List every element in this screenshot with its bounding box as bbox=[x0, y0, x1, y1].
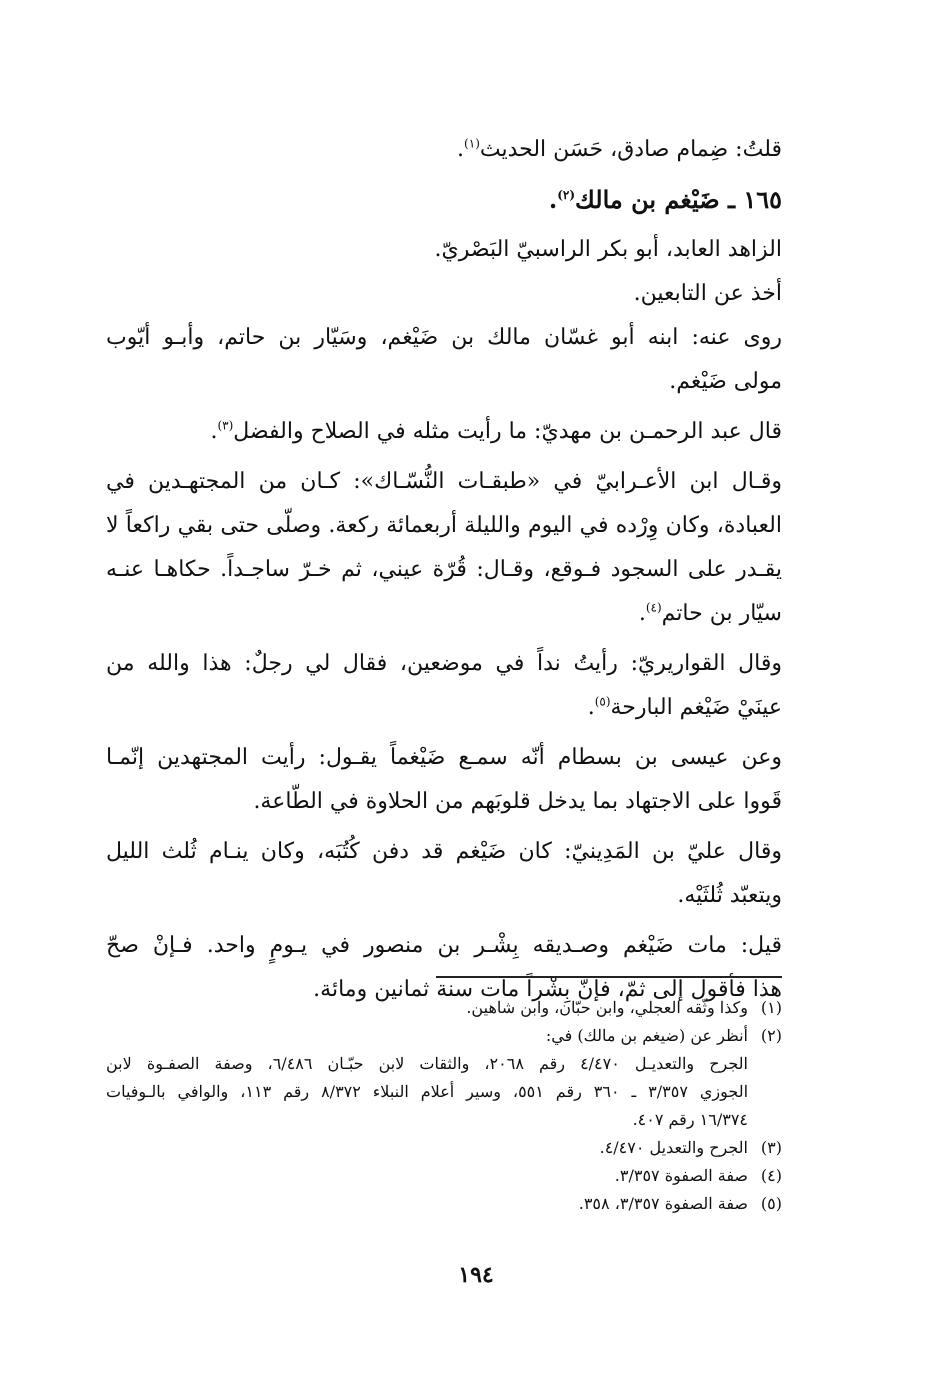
footnote-number: (١) bbox=[760, 998, 782, 1017]
text-line: سيّار بن حاتم$^{(٤)}$. bbox=[638, 600, 782, 626]
footnote-2-line: الجوزي ٣/٣٥٧ ـ ٣٦٠ رقم ٥٥١، وسير أعلام النبلاء ٨/٣٧٢ رقم ١١٣، والوافي بالـوفيات bbox=[106, 1082, 749, 1101]
text-line: أخذ عن التابعين. bbox=[633, 281, 782, 306]
text-line: يقـدر على السجود فـوقع، وقـال: قُرّة عيني، ثم خـرّ ساجـداً. حكاهـا عنـه bbox=[106, 557, 782, 582]
footnote-marker[interactable]: (١) bbox=[464, 136, 480, 151]
entry-heading: ١٦٥ ـ ضَيْغم بن مالك$^{(٢)}$. bbox=[548, 185, 782, 214]
footnote-marker[interactable]: (٥) bbox=[594, 694, 611, 709]
footnote-2: (٢)أنظر عن (ضيغم بن مالك) في: bbox=[106, 1022, 782, 1050]
text-line: وقال القواريريّ: رأيتُ نداً في موضعين، فقال لي رجلٌ: هذا والله من bbox=[106, 651, 782, 676]
footnote-divider bbox=[436, 976, 782, 978]
main-text bbox=[106, 128, 782, 1012]
footnote-2-line: الجرح والتعديـل ٤/٤٧٠ رقم ٢٠٦٨، والثقات لابن حبّـان ٦/٤٨٦، وصفة الصفـوة لابن bbox=[106, 1054, 748, 1073]
text-line: قلتُ: ضِمام صادق، حَسَن الحديث$^{(١)}$. bbox=[457, 136, 782, 162]
text-line: العبادة، وكان وِرْده في اليوم والليلة أربعمائة ركعة. وصلّى حتى بقي راكعاً لا bbox=[106, 513, 782, 538]
footnote-number: (٥) bbox=[760, 1194, 782, 1213]
text-line: عينَيْ ضَيْغم البارحة$^{(٥)}$. bbox=[587, 694, 782, 720]
footnote-number: (٢) bbox=[760, 1026, 782, 1045]
footnote-marker[interactable]: (٣) bbox=[217, 418, 234, 433]
text-line: مولى ضَيْغم. bbox=[669, 369, 782, 394]
footnote-marker[interactable]: (٤) bbox=[645, 600, 662, 615]
footnote-number: (٣) bbox=[760, 1138, 782, 1157]
footnote-1: (١)وكذا وثّقه العجلي، وابن حبّان، وابن شاهين. bbox=[106, 994, 782, 1022]
text-line: الزاهد العابد، أبو بكر الراسبيّ البَصْريّ. bbox=[434, 237, 782, 262]
footnote-4: (٤)صفة الصفوة ٣/٣٥٧. bbox=[106, 1162, 782, 1190]
footnote-5: (٥)صفة الصفوة ٣/٣٥٧، ٣٥٨. bbox=[106, 1190, 782, 1218]
text-line: روى عنه: ابنه أبو غسّان مالك بن ضَيْغم، وسَيّار بن حاتم، وأبـو أيّوب bbox=[106, 325, 782, 350]
text-line: قال عبد الرحمـن بن مهديّ: ما رأيت مثله في الصلاح والفضل$^{(٣)}$. bbox=[210, 418, 782, 444]
text-line: وعن عيسى بن بسطام أنّه سمـع ضَيْغماً يقـول: رأيت المجتهدين إنّمـا bbox=[106, 745, 782, 770]
text-line: قَووا على الاجتهاد بما يدخل قلوبَهم من الحلاوة في الطّاعة. bbox=[253, 789, 782, 814]
footnote-number: (٤) bbox=[760, 1166, 782, 1185]
footnotes bbox=[106, 994, 782, 1218]
footnote-3: (٣)الجرح والتعديل ٤/٤٧٠. bbox=[106, 1134, 782, 1162]
text-line: وقـال ابن الأعـرابيّ في «طبقـات النُّسّـاك»: كـان من المجتهـدين في bbox=[106, 469, 782, 494]
page-number: ١٩٤ bbox=[458, 1262, 494, 1288]
footnote-2-line: ١٦/٣٧٤ رقم ٤٠٧. bbox=[632, 1110, 748, 1129]
text-line: وقال عليّ بن المَدِينيّ: كان ضَيْغم قد دفن كُتُبَه، وكان ينـام ثُلث الليل bbox=[106, 839, 782, 864]
text-line: ويتعبّد ثُلثَيْه. bbox=[677, 883, 782, 908]
text-line: قيل: مات ضَيْغم وصـديقه بِشْـر بن منصور في يـومٍ واحد. فـإنْ صحّ bbox=[106, 933, 782, 958]
text-line: هذا فأقول إلى ثمّ، فإنّ بِشْراً مات سنة ثمانين ومائة. bbox=[313, 977, 782, 1002]
footnote-marker[interactable]: (٢) bbox=[557, 188, 576, 202]
